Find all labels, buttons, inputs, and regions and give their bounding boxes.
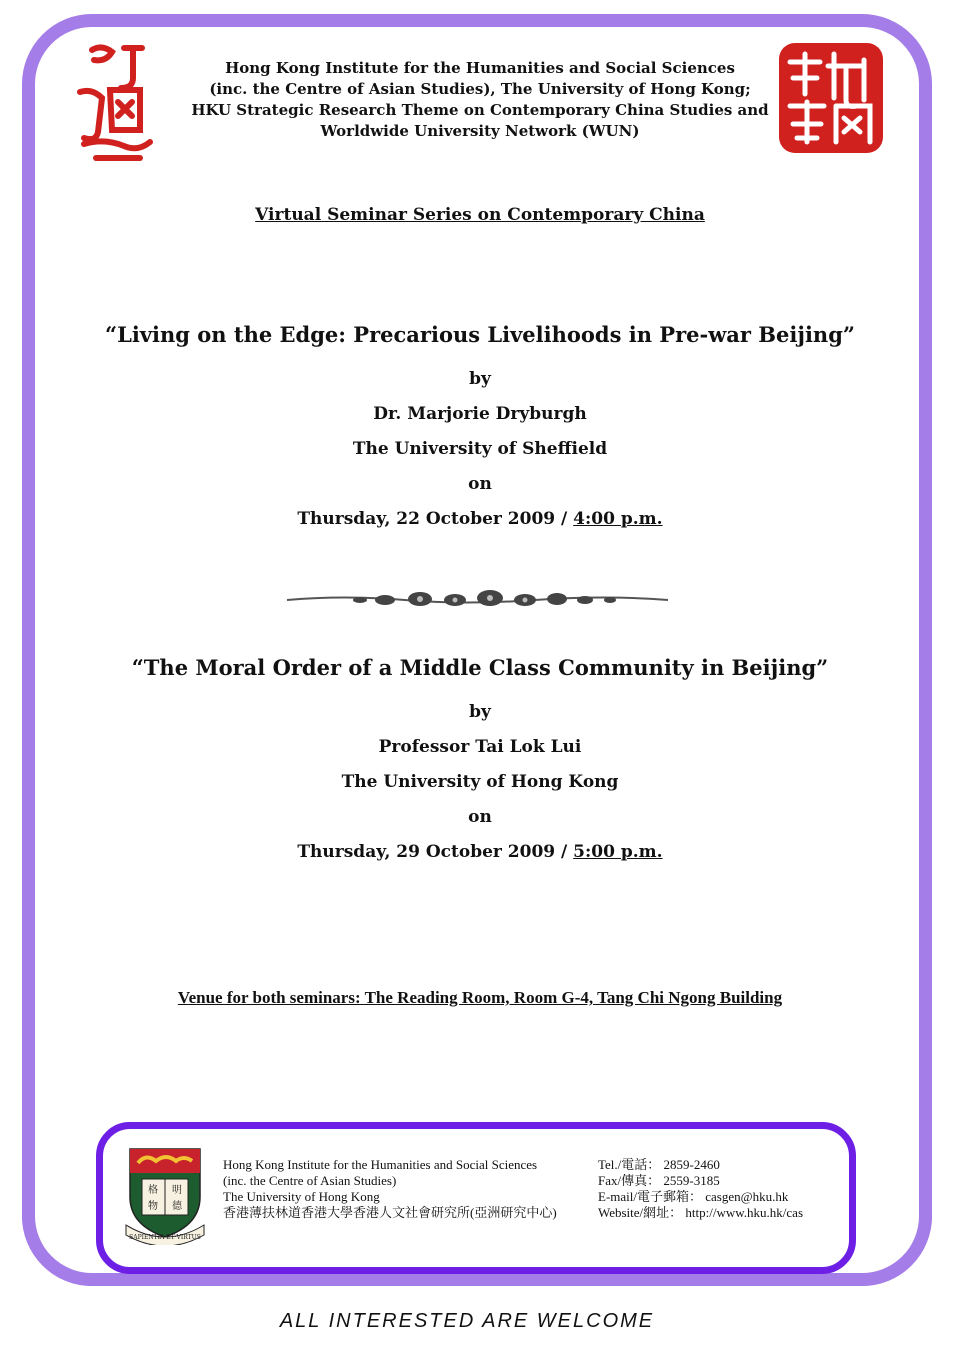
seminar-2-date: Thursday, 29 October 2009 / bbox=[297, 842, 574, 862]
hku-crest-logo bbox=[124, 1145, 206, 1245]
footer-address-line-2: (inc. the Centre of Asian Studies) bbox=[223, 1173, 397, 1188]
footer-email[interactable]: E-mail/電子郵箱： casgen@hku.hk bbox=[598, 1189, 789, 1204]
footer-address-line-3: The University of Hong Kong bbox=[223, 1189, 380, 1204]
footer-tel: Tel./電話： 2859-2460 bbox=[598, 1157, 720, 1172]
footer-address-line-1: Hong Kong Institute for the Humanities and Social Sciences bbox=[223, 1157, 538, 1172]
seminar-1-time: 4:00 p.m. bbox=[573, 509, 663, 529]
seminar-1-speaker: Dr. Marjorie Dryburgh bbox=[373, 404, 587, 424]
seminar-1-title: “Living on the Edge: Precarious Livelihoods in Pre-war Beijing” bbox=[105, 322, 855, 347]
seminar-2-affiliation: The University of Hong Kong bbox=[341, 772, 619, 792]
footer-address bbox=[223, 1157, 593, 1221]
header-line-3: HKU Strategic Research Theme on Contemporary China Studies and bbox=[191, 101, 769, 119]
seminar-1-date: Thursday, 22 October 2009 / bbox=[297, 509, 574, 529]
seminar-1 bbox=[60, 322, 900, 537]
seminar-1-affiliation: The University of Sheffield bbox=[352, 439, 608, 459]
crest-char-3: 明 bbox=[172, 1185, 182, 1196]
seminar-2-time: 5:00 p.m. bbox=[573, 842, 663, 862]
header-line-4: Worldwide University Network (WUN) bbox=[320, 122, 640, 140]
seminar-1-datetime bbox=[60, 502, 900, 537]
crest-char-1: 格 bbox=[148, 1185, 158, 1196]
organizer-header bbox=[160, 58, 800, 142]
crest-char-2: 物 bbox=[148, 1201, 158, 1212]
seminar-2-datetime bbox=[60, 835, 900, 870]
footer-fax: Fax/傳真： 2559-3185 bbox=[598, 1173, 720, 1188]
seminar-2 bbox=[60, 655, 900, 870]
seminar-2-speaker: Professor Tai Lok Lui bbox=[378, 737, 582, 757]
venue-line: Venue for both seminars: The Reading Room, Room G-4, Tang Chi Ngong Building bbox=[177, 988, 783, 1007]
footer-website[interactable]: Website/網址： http://www.hku.hk/cas bbox=[598, 1205, 804, 1220]
welcome-message: ALL INTERESTED ARE WELCOME bbox=[279, 1310, 655, 1332]
header-line-1: Hong Kong Institute for the Humanities and Social Sciences bbox=[225, 59, 735, 77]
series-title: Virtual Seminar Series on Contemporary China bbox=[255, 205, 705, 225]
header-line-2: (inc. the Centre of Asian Studies), The University of Hong Kong; bbox=[209, 80, 751, 98]
seminar-2-by: by bbox=[469, 702, 491, 722]
crest-motto: SAPIENTIA·ET·VIRTUS bbox=[129, 1234, 201, 1241]
seminar-2-on: on bbox=[468, 807, 492, 827]
footer-contacts bbox=[598, 1157, 848, 1221]
footer-address-line-4: 香港薄扶林道香港大學香港人文社會研究所(亞洲研究中心) bbox=[223, 1205, 557, 1220]
seminar-2-title: “The Moral Order of a Middle Class Community in Beijing” bbox=[131, 655, 829, 680]
left-seal-logo bbox=[70, 40, 160, 168]
seminar-1-by: by bbox=[469, 369, 491, 389]
seminar-1-on: on bbox=[468, 474, 492, 494]
crest-char-4: 德 bbox=[172, 1201, 182, 1212]
ornamental-divider bbox=[285, 587, 670, 613]
